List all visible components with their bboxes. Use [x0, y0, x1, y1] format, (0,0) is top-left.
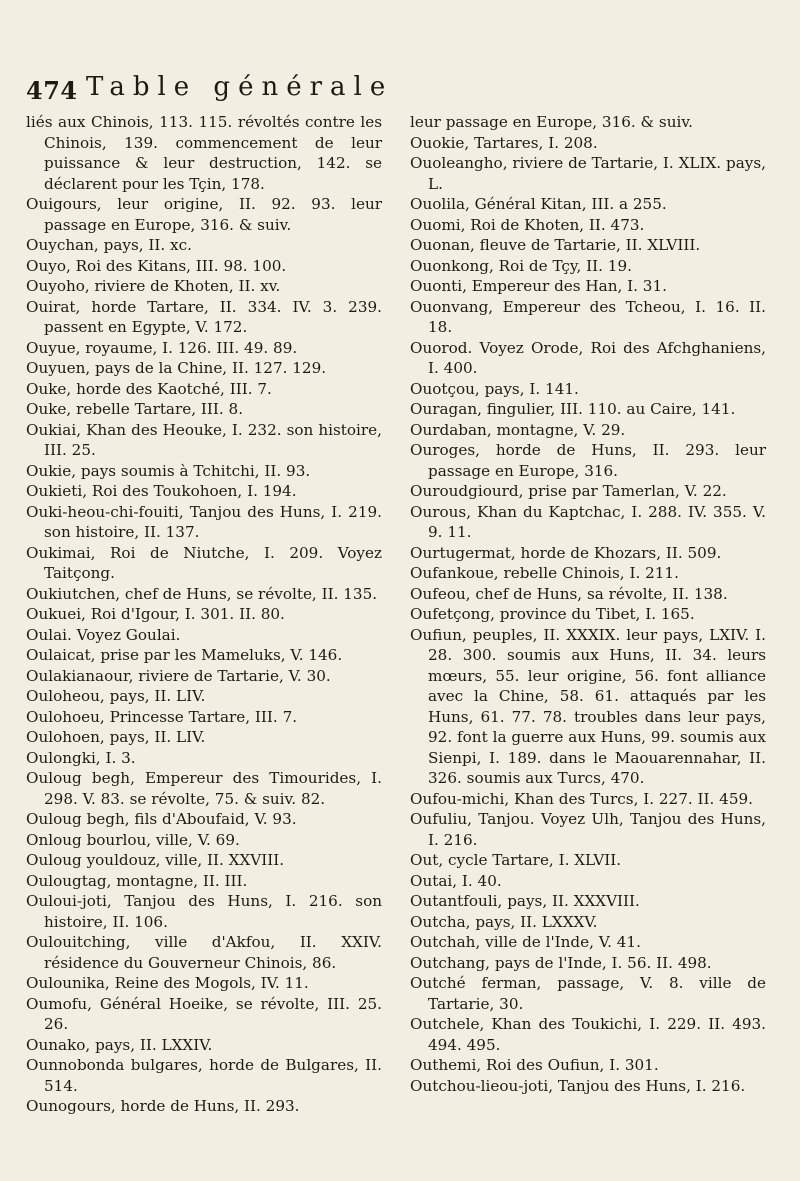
- index-entry: leur passage en Europe, 316. & suiv.: [410, 113, 693, 131]
- page-number: 474: [26, 76, 78, 105]
- index-entry: Ouyue, royaume, I. 126. III. 49. 89.: [26, 338, 298, 357]
- index-entry: Ounako, pays, II. LXXIV.: [26, 1035, 213, 1054]
- index-entry: Outcha, pays, II. LXXXV.: [410, 912, 598, 931]
- index-entry: Ouonkong, Roi de Tçy, II. 19.: [410, 256, 632, 275]
- index-entry: Ounnobonda bulgares, horde de Bulgares, II. 514.: [26, 1056, 382, 1095]
- index-entry: Oukieti, Roi des Toukohoen, I. 194.: [26, 482, 297, 500]
- index-entry: Ouychan, pays, II. xc.: [26, 236, 192, 254]
- index-entry: Ouyuen, pays de la Chine, II. 127. 129.: [26, 359, 327, 377]
- index-entry: Ouloug begh, fils d'Aboufaid, V. 93.: [26, 810, 297, 828]
- index-entry: Outchou-lieou-joti, Tanjou des Huns, I. 216.: [410, 1076, 746, 1095]
- index-entry: Ounogours, horde de Huns, II. 293.: [26, 1097, 300, 1115]
- index-entry: Ouonvang, Empereur des Tcheou, I. 16. II. 18.: [410, 297, 766, 336]
- index-entry: Ouloug youldouz, ville, II. XXVIII.: [26, 851, 285, 869]
- index-entry: Oufou-michi, Khan des Turcs, I. 227. II. 459.: [410, 789, 753, 808]
- index-entry: Outchele, Khan des Toukichi, I. 229. II. 493. 494. 495.: [410, 1015, 766, 1054]
- index-entry: Outai, I. 40.: [410, 871, 502, 890]
- index-entry: Ouroudgiourd, prise par Tamerlan, V. 22.: [410, 482, 727, 500]
- index-entry: Oulounika, Reine des Mogols, IV. 11.: [26, 974, 309, 992]
- index-entry: Outantfouli, pays, II. XXXVIII.: [410, 892, 640, 910]
- index-entry: Ouragan, fingulier, III. 110. au Caire, 141.: [410, 400, 736, 418]
- index-entry: Ouke, rebelle Tartare, III. 8.: [26, 400, 244, 418]
- index-entry: Ouki-heou-chi-fouiti, Tanjou des Huns, I. 219. son histoire, II. 137.: [26, 502, 382, 541]
- index-entry: Oufankoue, rebelle Chinois, I. 211.: [410, 564, 679, 582]
- index-entry: Oukiutchen, chef de Huns, se révolte, II. 135.: [26, 584, 378, 603]
- index-entry: Oumofu, Général Hoeike, se révolte, III. 25. 26.: [26, 994, 382, 1033]
- page-header: [26, 72, 760, 108]
- index-entry: Ouotçou, pays, I. 141.: [410, 379, 579, 398]
- index-entry: Oufeou, chef de Huns, sa révolte, II. 138.: [410, 584, 728, 603]
- index-entry: Oulougtag, montagne, II. III.: [26, 871, 248, 890]
- right-column: [410, 112, 766, 1117]
- index-entry: Ourtugermat, horde de Khozars, II. 509.: [410, 543, 722, 562]
- index-entry: Oulohoen, pays, II. LIV.: [26, 728, 206, 746]
- index-entry: Oukuei, Roi d'Igour, I. 301. II. 80.: [26, 605, 285, 623]
- index-entry: Oulongki, I. 3.: [26, 748, 136, 767]
- index-entry: Ouolila, Général Kitan, III. a 255.: [410, 195, 667, 213]
- index-entry: Ouloheou, pays, II. LIV.: [26, 687, 206, 705]
- index-entry: Oukie, pays soumis à Tchitchi, II. 93.: [26, 461, 311, 480]
- index-entry: Outchah, ville de l'Inde, V. 41.: [410, 933, 641, 951]
- index-entry: Oulai. Voyez Goulai.: [26, 625, 181, 644]
- index-entry: Oufetçong, province du Tibet, I. 165.: [410, 605, 695, 623]
- index-entry: Oulakianaour, riviere de Tartarie, V. 30.: [26, 666, 331, 685]
- index-entry: Ouke, horde des Kaotché, III. 7.: [26, 379, 272, 398]
- index-entry: Oukiai, Khan des Heouke, I. 232. son histoire, III. 25.: [26, 420, 382, 459]
- index-entry: Oulaicat, prise par les Mameluks, V. 146.: [26, 646, 343, 664]
- index-entry: Ouoleangho, riviere de Tartarie, I. XLIX. pays, L.: [410, 154, 766, 193]
- index-entry: Ouyoho, riviere de Khoten, II. xv.: [26, 277, 281, 295]
- index-entry: Oufiun, peuples, II. XXXIX. leur pays, LXIV. I. 28. 300. soumis aux Huns, II. 34. leurs mœurs, 55. leur origine, 56. font alliance avec la Chine, 58. 61. attaqués par les Huns, 61. 77. 78. troubles dans leur pays, 92. font la guerre aux Huns, 99. soumis aux Sienpi, I. 189. dans le Maouarennahar, II. 326. soumis aux Turcs, 470.: [410, 625, 766, 787]
- index-entry: Out, cycle Tartare, I. XLVII.: [410, 851, 622, 869]
- index-entry: Ouigours, leur origine, II. 92. 93. leur passage en Europe, 316. & suiv.: [26, 195, 382, 234]
- index-entry: Oukimai, Roi de Niutche, I. 209. Voyez Taitçong.: [26, 543, 382, 582]
- running-title: Table générale: [86, 72, 394, 102]
- index-entry: Ourdaban, montagne, V. 29.: [410, 420, 626, 439]
- index-entry: Ouloug begh, Empereur des Timourides, I. 298. V. 83. se révolte, 75. & suiv. 82.: [26, 769, 382, 808]
- index-entry: Ouomi, Roi de Khoten, II. 473.: [410, 215, 645, 234]
- index-entry: liés aux Chinois, 113. 115. révoltés contre les Chinois, 139. commencement de leur puissance & leur destruction, 142. se déclarent pour les Tçin, 178.: [26, 113, 382, 193]
- index-entry: Oufuliu, Tanjou. Voyez Ulh, Tanjou des Huns, I. 216.: [410, 810, 766, 849]
- index-entry: Ouloui-joti, Tanjou des Huns, I. 216. son histoire, II. 106.: [26, 892, 382, 931]
- index-columns: [26, 112, 766, 1117]
- index-entry: Ouorod. Voyez Orode, Roi des Afchghaniens, I. 400.: [410, 338, 766, 377]
- index-entry: Ouokie, Tartares, I. 208.: [410, 133, 598, 152]
- index-entry: Ouyo, Roi des Kitans, III. 98. 100.: [26, 256, 287, 275]
- index-entry: Oulouitching, ville d'Akfou, II. XXIV. résidence du Gouverneur Chinois, 86.: [26, 933, 382, 972]
- index-entry: Outchang, pays de l'Inde, I. 56. II. 498.: [410, 953, 712, 972]
- left-column: [26, 112, 382, 1117]
- index-entry: Ouonan, fleuve de Tartarie, II. XLVIII.: [410, 236, 701, 254]
- index-entry: Ourous, Khan du Kaptchac, I. 288. IV. 355. V. 9. 11.: [410, 502, 766, 541]
- index-entry: Oulohoeu, Princesse Tartare, III. 7.: [26, 707, 298, 726]
- index-entry: Outhemi, Roi des Oufiun, I. 301.: [410, 1056, 659, 1074]
- index-entry: Ouirat, horde Tartare, II. 334. IV. 3. 239. passent en Egypte, V. 172.: [26, 297, 382, 336]
- index-entry: Ouonti, Empereur des Han, I. 31.: [410, 277, 667, 295]
- index-entry: Ouroges, horde de Huns, II. 293. leur passage en Europe, 316.: [410, 441, 766, 480]
- index-entry: Onloug bourlou, ville, V. 69.: [26, 830, 240, 849]
- index-entry: Outché ferman, passage, V. 8. ville de Tartarie, 30.: [410, 974, 766, 1013]
